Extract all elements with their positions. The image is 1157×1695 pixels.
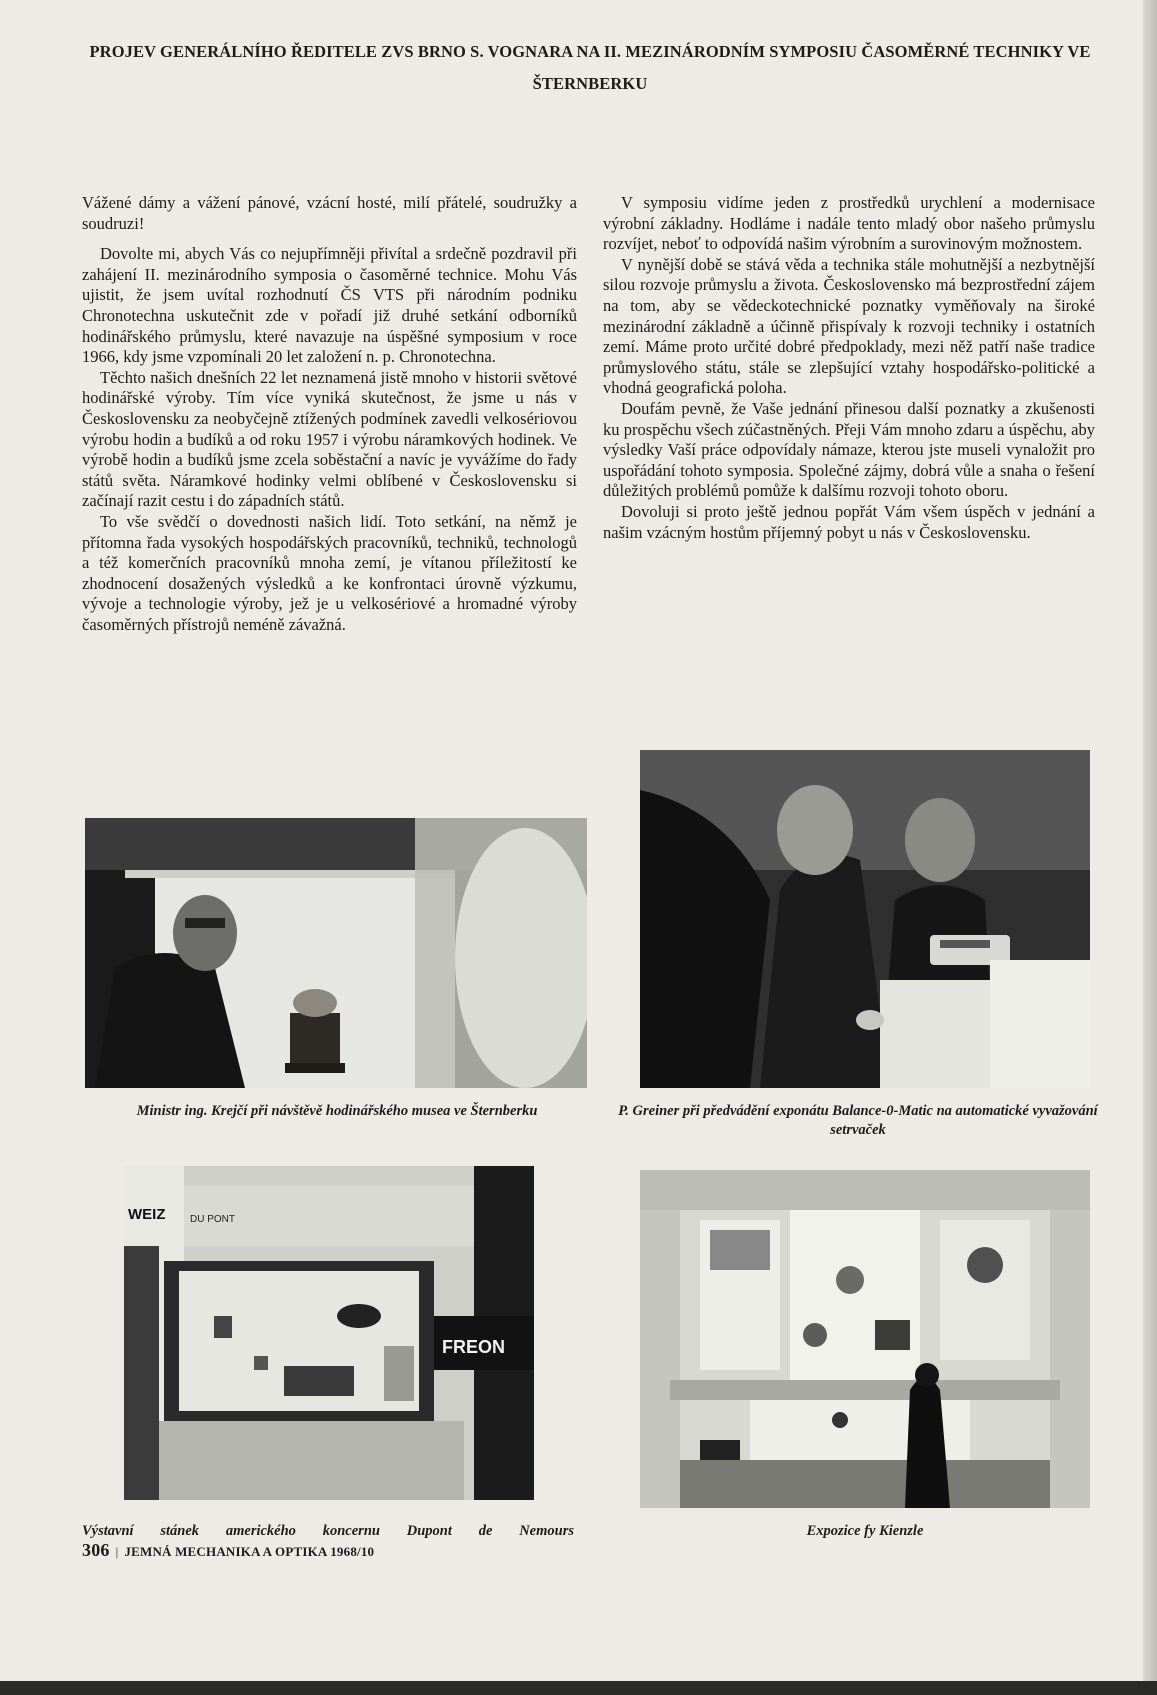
photo-kienzle-exhibit	[640, 1170, 1090, 1508]
paragraph: Těchto našich dnešních 22 let neznamená jistě mnoho v historii světové hodinářské výroby. Tím více vyniká skutečnost, že jsme u nás v Československu za neobyčejně ztížených podmínek zavedli velkosériovou výrobu hodin a budíků a od roku 1957 i výrobu náramkových hodinek. Ve výrobě hodin a budíků jsme zcela soběstační a navíc je vyvážíme do řady států světa. Náramkové hodinky velmi oblíbené v Československu si začínají razit cestu i do západních států.	[82, 367, 577, 511]
article-title: PROJEV GENERÁLNÍHO ŘEDITELE ZVS BRNO S. VOGNARA NA II. MEZINÁRODNÍM SYMPOSIU ČASOMĚRNÉ TECHNIKY VE ŠTERNBERKU	[89, 42, 1091, 93]
photo-museum-visit	[85, 818, 587, 1088]
sign-weiz: WEIZ	[128, 1206, 166, 1223]
page-number: 306	[82, 1540, 110, 1560]
page-edge	[1143, 0, 1157, 1695]
footer-separator: |	[115, 1544, 119, 1559]
caption-greiner: P. Greiner při předvádění exponátu Balance-0-Matic na automatické vyvažování setrvaček	[618, 1103, 1098, 1138]
photo-dupont-stand	[124, 1166, 534, 1500]
caption-dupont-text: Výstavní stánek amerického koncernu Dupont de Nemours	[82, 1523, 574, 1539]
paragraph: Doufám pevně, že Vaše jednání přinesou další poznatky a zkušenosti ku prospěchu všech zúčastněných. Přeji Vám mnoho zdaru a úspěchu, aby výsledky Vaší práce odpovídaly námaze, kterou jste museli vynaložit pro uspořádání tohoto symposia. Společné zájmy, dobrá vůle a snaha o řešení důležitých problémů pomůže k dalšímu rozvoji tohoto oboru.	[603, 398, 1095, 501]
journal-name: JEMNÁ MECHANIKA A OPTIKA 1968/10	[124, 1544, 375, 1559]
sign-du-pont: DU PONT	[190, 1214, 235, 1225]
caption-kienzle: Expozice fy Kienzle	[806, 1523, 924, 1539]
page-footer	[82, 1540, 374, 1561]
paragraph: Dovolte mi, abych Vás co nejupřímněji přivítal a srdečně pozdravil při zahájení II. mezinárodního symposia o časoměrné technice. Mohu Vás ujistit, že jsem uvítal rozhodnutí ČS VTS při národním podniku Chronotechna uskutečnit zde v pořadí již druhé setkání odborníků hodinářského průmyslu, které navazuje na úspěšné symposium v roce 1966, kdy jsme vzpomínali 20 let založení n. p. Chronotechna.	[82, 244, 577, 367]
paragraph: Dovoluji si proto ještě jednou popřát Vám všem úspěch v jednání a našim vzácným hostům příjemný pobyt u nás v Československu.	[603, 501, 1095, 542]
paragraph: V symposiu vidíme jeden z prostředků urychlení a modernisace výrobní základny. Hodláme i nadále tento mladý obor našeho průmyslu rozvíjet, neboť to odpovídá našim výrobním a surovinovým možnostem.	[603, 193, 1095, 254]
paragraph: V nynější době se stává věda a technika stále mohutnější a nezbytnější silou rozvoje průmyslu a života. Československo má bezprostřední zájem na tom, aby se vědeckotechnické poznatky vyměňovaly na široké mezinárodní základně a účinně přispívaly k rozvoji techniky i ostatních zemí. Máme proto určité dobré předpoklady, mezi něž patří naše tradice průmyslového státu, stále se zlepšující vztahy hospodářsko-politické a vhodná geografická poloha.	[603, 254, 1095, 398]
caption-dupont	[82, 1522, 574, 1541]
left-text-column	[82, 193, 577, 635]
caption-museum: Ministr ing. Krejčí při návštěvě hodinářského musea ve Šternberku	[136, 1103, 538, 1119]
photo-greiner-demo	[640, 750, 1090, 1088]
paragraph-greeting: Vážené dámy a vážení pánové, vzácní hosté, milí přátelé, soudružky a soudruzi!	[82, 193, 577, 233]
sign-freon: FREON	[442, 1337, 505, 1357]
right-text-column	[603, 193, 1095, 543]
paragraph: To vše svědčí o dovednosti našich lidí. Toto setkání, na němž je přítomna řada vysokých hospodářských pracovníků, techniků, technologů a též komerčních pracovníků mnoha zemí, je vítanou příležitostí ke zhodnocení dosažených výsledků a ke konfrontaci úrovně výzkumu, vývoje a technologie výroby, jež je u velkosériové a hromadné výroby časoměrných přístrojů neméně závažná.	[82, 511, 577, 634]
page-bottom-edge	[0, 1681, 1157, 1695]
